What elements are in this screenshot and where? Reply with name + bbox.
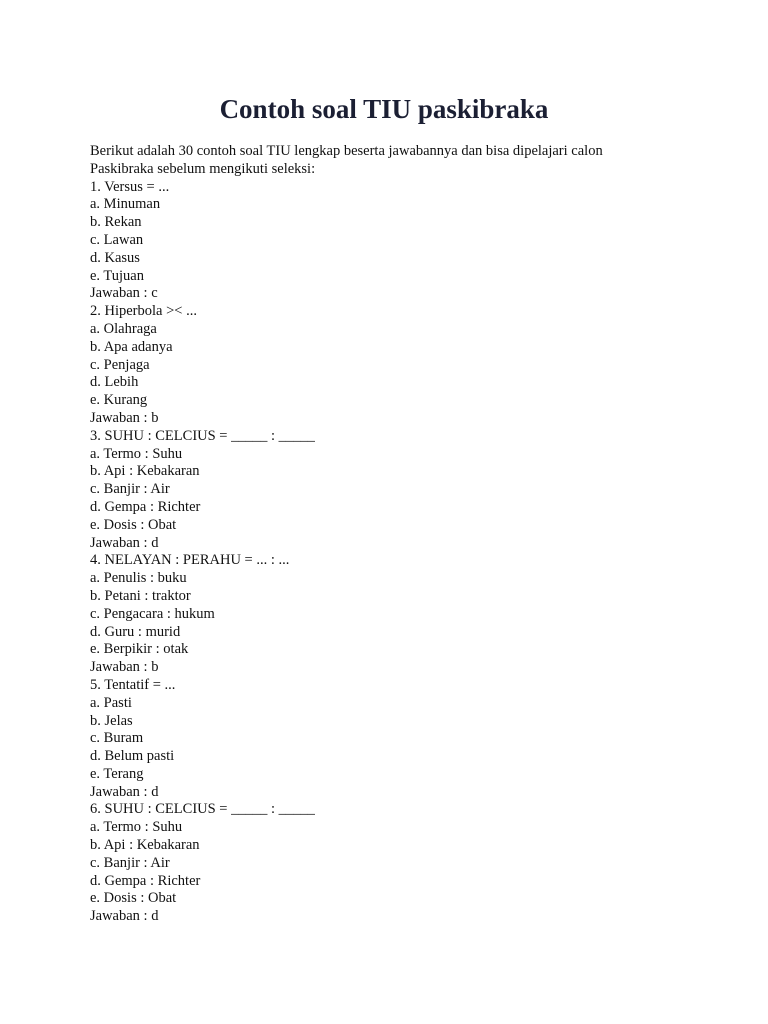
answer-option: c. Penjaga [90,356,150,373]
question-block [90,801,690,926]
question-block [90,552,690,677]
answer-option: a. Termo : Suhu [90,819,183,836]
answer-option: b. Rekan [90,214,142,231]
answer-key: Jawaban : b [90,409,159,426]
question-text: 6. SUHU : CELCIUS = _____ : _____ [90,801,315,818]
page-title: Contoh soal TIU paskibraka [219,94,549,124]
answer-option: e. Dosis : Obat [90,516,177,533]
answer-key: Jawaban : b [90,659,159,676]
answer-option: e. Dosis : Obat [90,890,177,907]
answer-option: a. Penulis : buku [90,570,187,587]
answer-key: Jawaban : d [90,908,159,925]
question-list [90,179,690,926]
intro-line: Paskibraka sebelum mengikuti seleksi: [90,160,316,177]
question-block [90,428,690,553]
answer-option: d. Kasus [90,249,140,266]
answer-key: Jawaban : d [90,783,159,800]
answer-option: b. Api : Kebakaran [90,837,200,854]
answer-option: c. Lawan [90,231,144,248]
question-text: 1. Versus = ... [90,178,170,195]
answer-option: c. Buram [90,730,144,747]
answer-option: b. Api : Kebakaran [90,463,200,480]
answer-key: Jawaban : c [90,285,158,302]
intro-line: Berikut adalah 30 contoh soal TIU lengkap beserta jawabannya dan bisa dipelajari calon [90,143,603,159]
answer-option: c. Pengacara : hukum [90,605,215,622]
answer-option: a. Termo : Suhu [90,445,183,462]
answer-option: c. Banjir : Air [90,481,170,498]
answer-option: d. Belum pasti [90,748,175,765]
question-text: 4. NELAYAN : PERAHU = ... : ... [90,552,290,569]
question-block [90,677,690,802]
answer-option: c. Banjir : Air [90,854,170,871]
answer-option: a. Minuman [90,196,161,213]
answer-option: e. Terang [90,765,144,782]
question-text: 5. Tentatif = ... [90,676,176,693]
answer-option: d. Lebih [90,374,139,391]
intro-paragraph [90,143,690,179]
answer-option: d. Gempa : Richter [90,498,201,515]
answer-option: d. Gempa : Richter [90,872,201,889]
answer-option: a. Pasti [90,694,132,711]
answer-option: b. Apa adanya [90,338,173,355]
document-body [90,143,690,926]
answer-key: Jawaban : d [90,534,159,551]
answer-option: e. Tujuan [90,267,144,284]
answer-option: e. Berpikir : otak [90,641,189,658]
question-block [90,179,690,304]
question-block [90,303,690,428]
answer-option: d. Guru : murid [90,623,181,640]
question-text: 3. SUHU : CELCIUS = _____ : _____ [90,427,315,444]
answer-option: e. Kurang [90,392,148,409]
answer-option: a. Olahraga [90,320,157,337]
question-text: 2. Hiperbola >< ... [90,303,197,320]
answer-option: b. Jelas [90,712,133,729]
answer-option: b. Petani : traktor [90,587,191,604]
